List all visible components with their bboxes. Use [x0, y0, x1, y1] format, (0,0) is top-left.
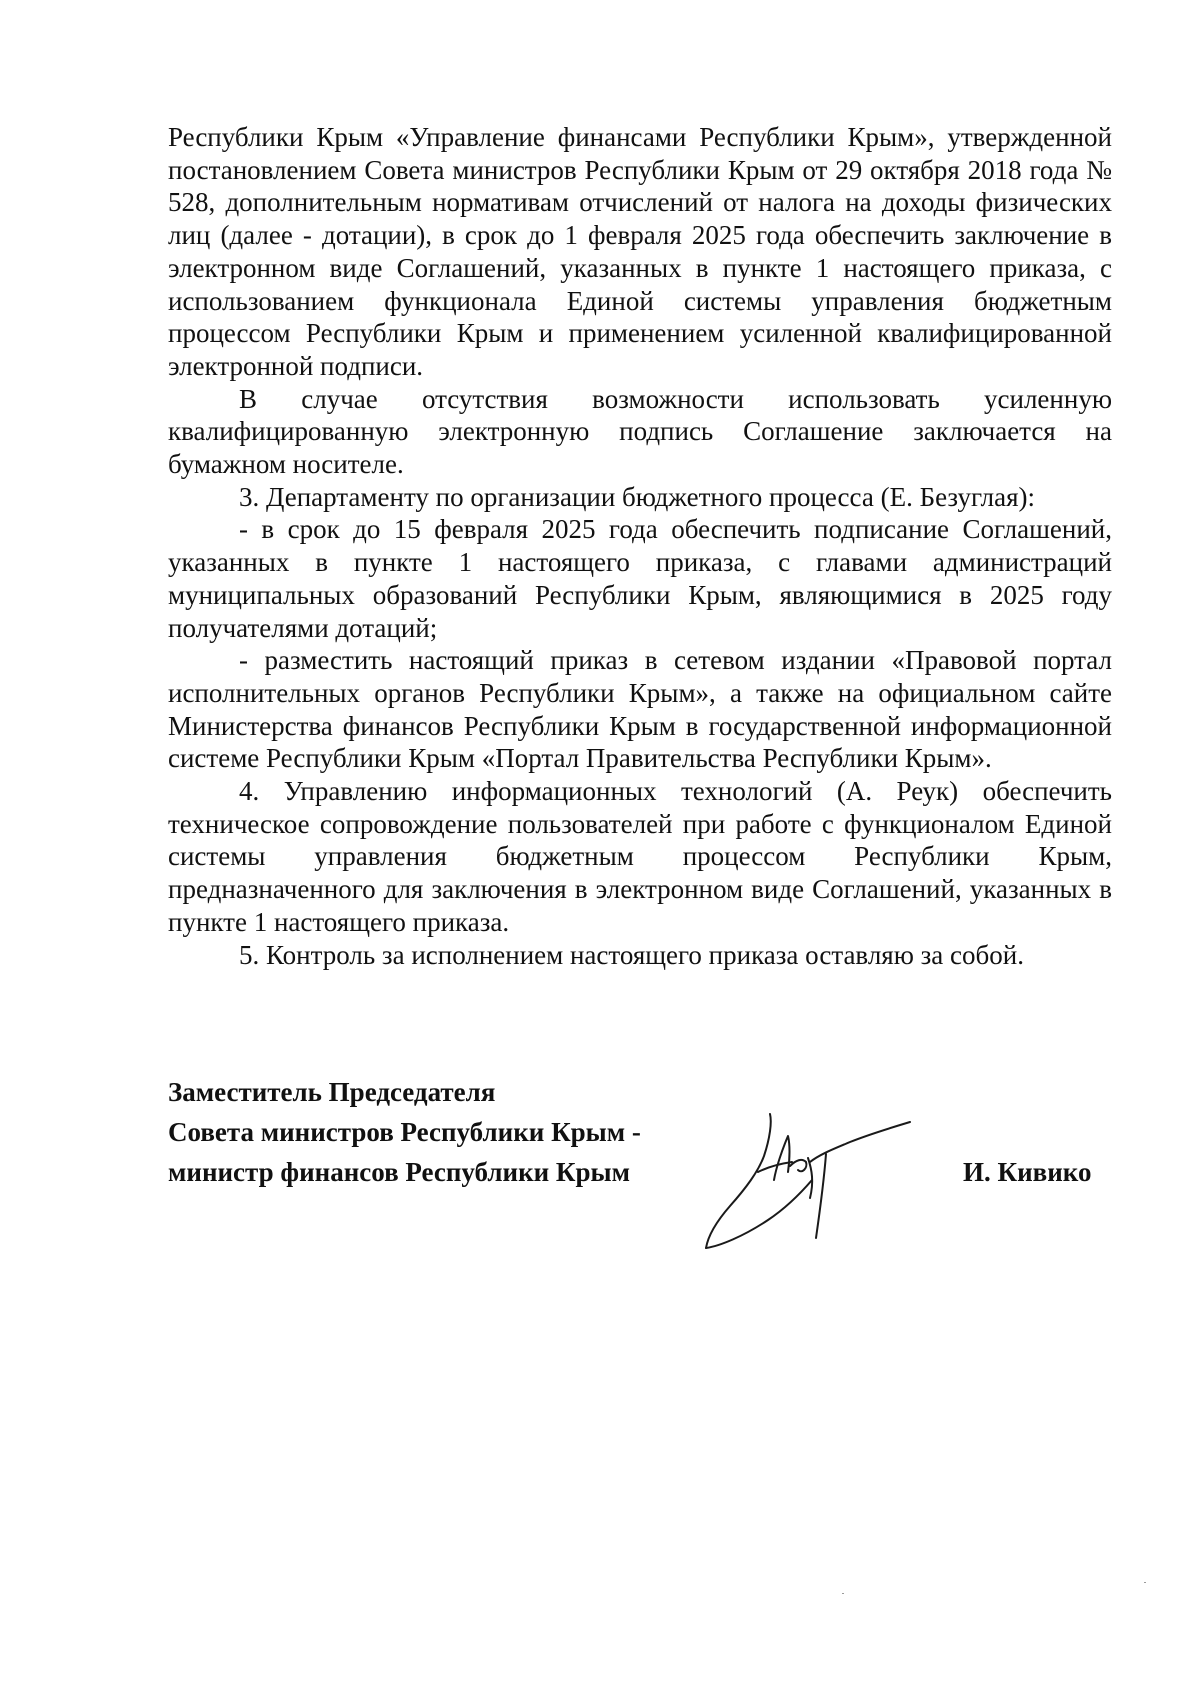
paragraph-item-4: 4. Управлению информационных технологий (А. Реук) обеспечить техническое сопровождение пользователей при работе с функционалом Единой системы управления бюджетным процессом Республики Крым, предназначенного для заключения в электронном виде Соглашений, указанных в пункте 1 настоящего приказа.: [168, 776, 1112, 937]
paragraph-item-5: 5. Контроль за исполнением настоящего приказа оставляю за собой.: [239, 939, 1024, 970]
document-body: [168, 121, 1112, 971]
paragraph-item-3-sign: - в срок до 15 февраля 2025 года обеспечить подписание Соглашений, указанных в пункте 1 настоящего приказа, с главами администраций муниципальных образований Республики Крым, являющимися в 2025 году получателями дотаций;: [168, 514, 1112, 643]
scan-speck: [1144, 1582, 1146, 1583]
paragraph-no-signature-case: В случае отсутствия возможности использовать усиленную квалифицированную электронную подпись Соглашение заключается на бумажном носителе.: [168, 383, 1112, 480]
paragraph-item-3-publish: - разместить настоящий приказ в сетевом издании «Правовой портал исполнительных органов Республики Крым», а также на официальном сайте Министерства финансов Республики Крым в государственной информационной системе Республики Крым «Портал Правительства Республики Крым».: [168, 645, 1112, 774]
paragraph-item-3: 3. Департаменту по организации бюджетного процесса (Е. Безуглая):: [239, 481, 1036, 512]
handwritten-signature: [700, 1110, 940, 1260]
signatory-position-line-3: министр финансов Республики Крым: [168, 1157, 630, 1187]
signatory-position-line-1: Заместитель Председателя: [168, 1077, 496, 1107]
signatory-name: И. Кивико: [963, 1157, 1092, 1187]
scan-speck: [842, 1593, 844, 1594]
signatory-position: [168, 1072, 641, 1192]
signatory-position-line-2: Совета министров Республики Крым -: [168, 1117, 641, 1147]
paragraph-continuation: Республики Крым «Управление финансами Республики Крым», утвержденной постановлением Совета министров Республики Крым от 29 октября 2018 года № 528, дополнительным нормативам отчислений от налога на доходы физических лиц (далее - дотации), в срок до 1 февраля 2025 года обеспечить заключение в электронном виде Соглашений, указанных в пункте 1 настоящего приказа, с использованием функционала Единой системы управления бюджетным процессом Республики Крым и применением усиленной квалифицированной электронной подписи.: [168, 122, 1112, 381]
